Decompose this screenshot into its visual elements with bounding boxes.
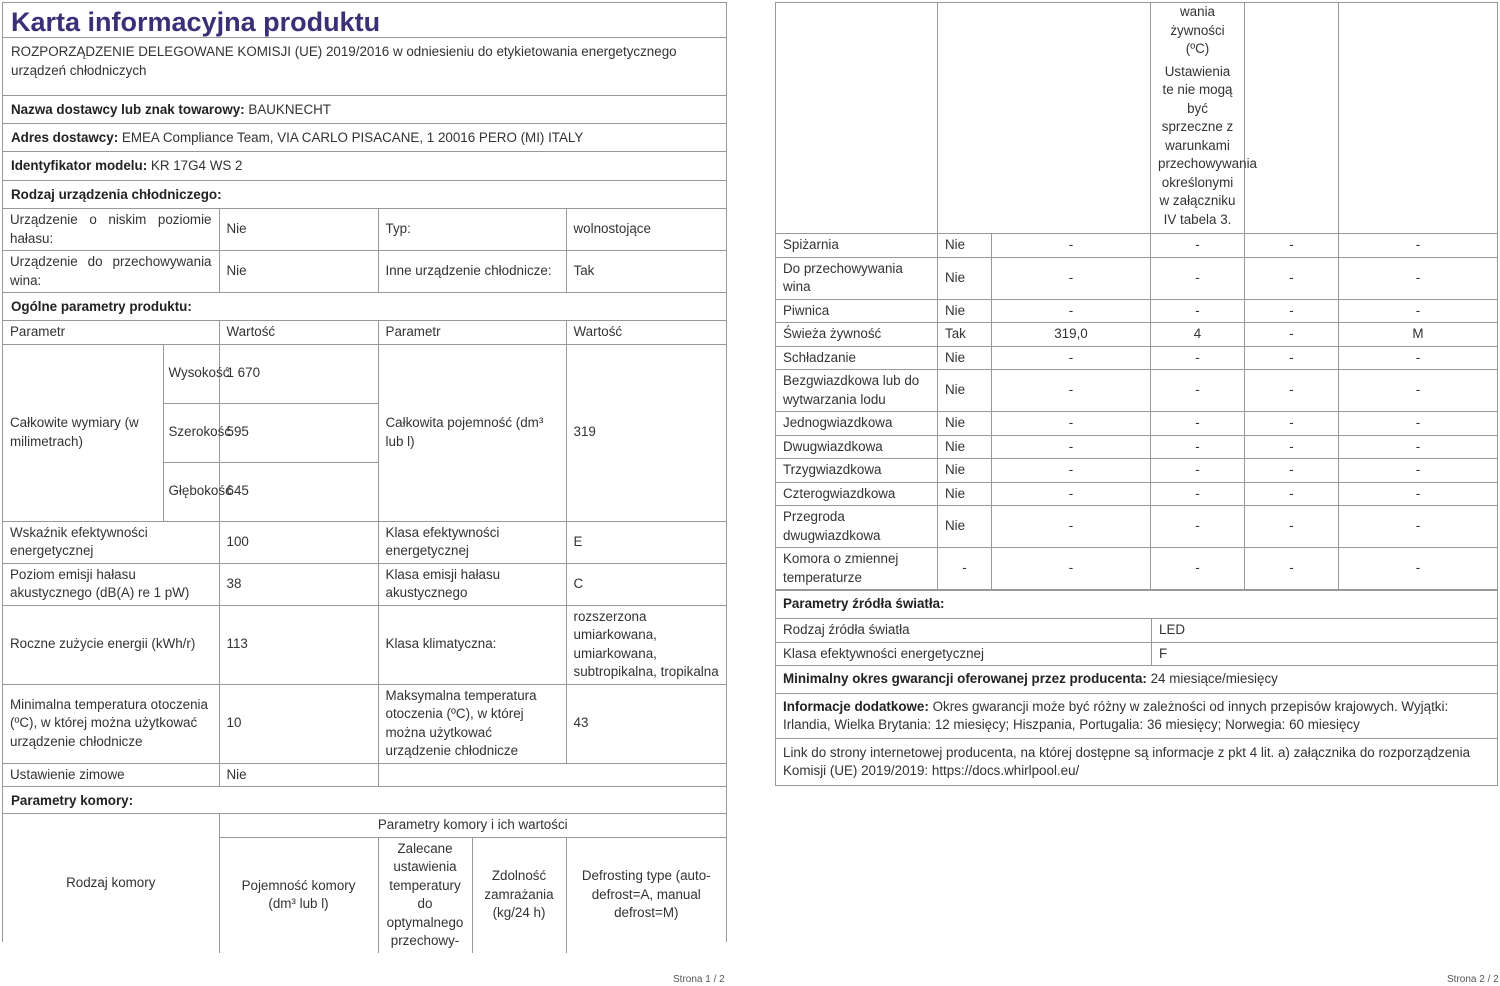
compartment-present: - [938,548,992,590]
page-title: Karta informacyjna produktu [3,3,726,38]
wine-label: Urządzenie do przechowywania wina: [3,251,219,293]
compartment-temp: - [1151,299,1245,323]
table-row [776,257,1498,299]
compartment-temp: - [1151,548,1245,590]
model-row [3,152,726,181]
compartment-freeze: - [1245,412,1339,436]
general-heading: Ogólne parametry produktu: [3,293,726,321]
compartment-name: Komora o zmiennej temperaturze [776,548,938,590]
compartment-defrost: - [1339,482,1498,506]
table-row [3,321,726,344]
compartment-present: Nie [938,435,992,459]
table-row [3,209,726,251]
compartment-name: Przegroda dwugwiazdkowa [776,506,938,548]
eei-label: Wskaźnik efektywności energetycznej [3,521,219,563]
compartment-volume: - [992,412,1151,436]
compartment-header-table [3,814,726,953]
general-table [3,321,726,787]
compartment-defrost: - [1339,257,1498,299]
info-value: Okres gwarancji może być różny w zależności od innych przepisów krajowych. Wyjątki: Irlandia, Wielka Brytania: 12 miesięcy; Hiszpania, Portugalia: 36 miesięcy; Norwegia: 60 miesięcy [783,698,1449,732]
empty-cell [776,3,938,234]
winter-empty [378,763,726,787]
compartment-freeze: - [1245,548,1339,590]
compartment-present: Tak [938,323,992,347]
low-noise-label: Urządzenie o niskim poziomie hałasu: [3,209,219,251]
warranty-value: 24 miesiące/miesięcy [1150,671,1278,687]
manufacturer-link[interactable]: https://docs.whirlpool.eu/ [931,763,1080,778]
temp-column-cont [1151,3,1257,234]
compartment-present: Nie [938,234,992,258]
noise-value: 38 [219,563,378,605]
compartment-freeze: - [1245,234,1339,258]
supplier-row [3,96,726,124]
address-label: Adres dostawcy: [11,130,119,145]
table-row [776,739,1498,786]
width-value: 595 [219,403,378,462]
climate-class-value: rozszerzona umiarkowana, umiarkowana, subtropikalna, tropikalna [566,605,726,684]
table-row [3,251,726,293]
comp-col-freeze: Zdolność zamrażania (kg/24 h) [472,837,566,953]
table-row [3,763,726,787]
address-value: EMEA Compliance Team, VIA CARLO PISACANE, 1 20016 PERO (MI) ITALY [121,130,584,145]
compartment-freeze: - [1245,346,1339,370]
compartment-defrost: - [1339,435,1498,459]
page-2-number: Strona 2 / 2 [1447,974,1499,985]
compartment-volume: - [992,548,1151,590]
winter-value: Nie [219,763,378,787]
other-label: Inne urządzenie chłodnicze: [378,251,566,293]
min-temp-label: Minimalna temperatura otoczenia (ºC), w której można użytkować urządzenie chłodnicze [3,684,219,763]
compartment-temp: - [1151,506,1245,548]
empty-cell [1245,3,1339,234]
compartment-freeze: - [1245,257,1339,299]
energy-class-label: Klasa efektywności energetycznej [378,521,566,563]
supplier-label: Nazwa dostawcy lub znak towarowy: [11,102,245,117]
capacity-value: 319 [566,344,726,521]
compartment-present: Nie [938,257,992,299]
compartment-defrost: M [1339,323,1498,347]
compartment-freeze: - [1245,370,1339,412]
type-label: Typ: [378,209,566,251]
eei-value: 100 [219,521,378,563]
table-row [776,459,1498,483]
compartment-volume: - [992,435,1151,459]
compartment-name: Spiżarnia [776,234,938,258]
compartment-present: Nie [938,412,992,436]
address-row [3,124,726,152]
height-label: Wysokość [163,344,219,403]
model-value: KR 17G4 WS 2 [150,158,243,173]
light-class-label: Klasa efektywności energetycznej [776,642,1152,666]
table-row [776,323,1498,347]
compartment-volume: - [992,234,1151,258]
height-value: 1 670 [219,344,378,403]
compartment-temp: 4 [1151,323,1245,347]
compartment-temp: - [1151,234,1245,258]
table-row [776,591,1498,619]
depth-value: 645 [219,462,378,521]
compartment-present: Nie [938,346,992,370]
energy-consumption-value: 113 [219,605,378,684]
compartment-temp: - [1151,346,1245,370]
width-label: Szerokość [163,403,219,462]
type-heading: Rodzaj urządzenia chłodniczego: [3,181,726,209]
model-label: Identyfikator modelu: [11,158,148,173]
comp-col-volume: Pojemność komory (dm³ lub l) [219,837,378,953]
other-value: Tak [566,251,726,293]
table-row [776,412,1498,436]
table-row [776,694,1498,739]
light-type-value: LED [1152,619,1498,643]
max-temp-label: Maksymalna temperatura otoczenia (ºC), w której można użytkować urządzenie chłodnicze [378,684,566,763]
compartment-temp: - [1151,412,1245,436]
page-1 [2,2,727,948]
compartment-freeze: - [1245,299,1339,323]
comp-params-header: Parametry komory i ich wartości [219,814,726,837]
table-row [776,642,1498,666]
compartment-volume: - [992,459,1151,483]
table-row [776,506,1498,548]
energy-consumption-label: Roczne zużycie energii (kWh/r) [3,605,219,684]
compartment-freeze: - [1245,435,1339,459]
compartment-defrost: - [1339,370,1498,412]
compartment-present: Nie [938,299,992,323]
compartment-temp: - [1151,257,1245,299]
compartment-present: Nie [938,370,992,412]
climate-class-label: Klasa klimatyczna: [378,605,566,684]
info-row [776,694,1498,739]
noise-class-label: Klasa emisji hałasu akustycznego [378,563,566,605]
max-temp-value: 43 [566,684,726,763]
page-2 [775,2,1498,786]
compartment-temp: - [1151,370,1245,412]
table-row [776,234,1498,258]
table-row [776,435,1498,459]
compartment-volume: - [992,506,1151,548]
compartment-temp: - [1151,459,1245,483]
compartment-name: Schładzanie [776,346,938,370]
wine-value: Nie [219,251,378,293]
compartment-defrost: - [1339,548,1498,590]
compartment-defrost: - [1339,299,1498,323]
col-param-2: Parametr [378,321,566,344]
compartment-freeze: - [1245,323,1339,347]
compartment-present: Nie [938,482,992,506]
compartment-name: Świeża żywność [776,323,938,347]
table-row [776,666,1498,694]
compartment-name: Trzygwiazdkowa [776,459,938,483]
table-row [3,521,726,563]
type-table [3,209,726,293]
empty-cell [1339,3,1498,234]
table-row [3,605,726,684]
compartment-present: Nie [938,459,992,483]
light-heading: Parametry źródła światła: [776,591,1498,619]
regulation-text: ROZPORZĄDZENIE DELEGOWANE KOMISJI (UE) 2019/2016 w odniesieniu do etykietowania energetycznego urządzeń chłodniczych [3,38,726,96]
table-row [776,370,1498,412]
compartment-table [775,2,1498,590]
table-row [3,684,726,763]
table-row [776,619,1498,643]
table-row [776,548,1498,590]
warranty-row [776,666,1498,694]
comp-col-defrost: Defrosting type (auto-defrost=A, manual defrost=M) [566,837,726,953]
compartment-temp: - [1151,435,1245,459]
temp-cont-text: wania żywności (ºC) [1170,4,1225,56]
compartment-volume: - [992,370,1151,412]
comp-col-temp: Zalecane ustawienia temperatury do optymalnego przechowy- [378,837,472,953]
energy-class-value: E [566,521,726,563]
depth-label: Głębokość [163,462,219,521]
link-text: Link do strony internetowej producenta, na której dostępne są informacje z pkt 4 lit. a) załącznika do rozporządzenia Komisji (UE) 2019/2019: [783,744,1471,778]
low-noise-value: Nie [219,209,378,251]
compartment-volume: 319,0 [992,323,1151,347]
compartment-defrost: - [1339,346,1498,370]
light-table [775,590,1498,786]
table-row [3,814,726,837]
capacity-label: Całkowita pojemność (dm³ lub l) [378,344,566,521]
compartment-volume: - [992,482,1151,506]
page-1-number: Strona 1 / 2 [673,974,725,985]
table-row [3,344,726,403]
compartment-freeze: - [1245,459,1339,483]
compartment-heading: Parametry komory: [3,787,726,814]
link-row [776,739,1498,786]
col-value: Wartość [219,321,378,344]
compartment-name: Czterogwiazdkowa [776,482,938,506]
warranty-label: Minimalny okres gwarancji oferowanej przez producenta: [783,671,1147,687]
compartment-name: Jednogwiazdkowa [776,412,938,436]
noise-label: Poziom emisji hałasu akustycznego (dB(A) re 1 pW) [3,563,219,605]
table-row [3,563,726,605]
table-row [776,299,1498,323]
compartment-volume: - [992,346,1151,370]
light-type-label: Rodzaj źródła światła [776,619,1152,643]
col-param: Parametr [3,321,219,344]
info-label: Informacje dodatkowe: [783,698,929,714]
compartment-defrost: - [1339,506,1498,548]
compartment-defrost: - [1339,234,1498,258]
noise-class-value: C [566,563,726,605]
min-temp-value: 10 [219,684,378,763]
temp-note-text: Ustawienia te nie mogą być sprzeczne z warunkami przechowywania określonymi w załączniku IV tabela 3. [1158,63,1257,227]
compartment-name: Do przechowywania wina [776,257,938,299]
compartment-volume: - [992,257,1151,299]
compartment-name: Dwugwiazdkowa [776,435,938,459]
supplier-value: BAUKNECHT [248,102,331,117]
light-class-value: F [1152,642,1498,666]
compartment-freeze: - [1245,506,1339,548]
compartment-defrost: - [1339,412,1498,436]
dims-label: Całkowite wymiary (w milimetrach) [3,344,163,521]
winter-label: Ustawienie zimowe [3,763,219,787]
compartment-defrost: - [1339,459,1498,483]
compartment-freeze: - [1245,482,1339,506]
table-row [776,3,1498,234]
compartment-name: Piwnica [776,299,938,323]
comp-type-header: Rodzaj komory [3,814,219,953]
table-row [776,482,1498,506]
compartment-present: Nie [938,506,992,548]
col-value-2: Wartość [566,321,726,344]
compartment-volume: - [992,299,1151,323]
table-row [776,346,1498,370]
compartment-name: Bezgwiazdkowa lub do wytwarzania lodu [776,370,938,412]
type-value: wolnostojące [566,209,726,251]
compartment-temp: - [1151,482,1245,506]
empty-cell [938,3,1151,234]
